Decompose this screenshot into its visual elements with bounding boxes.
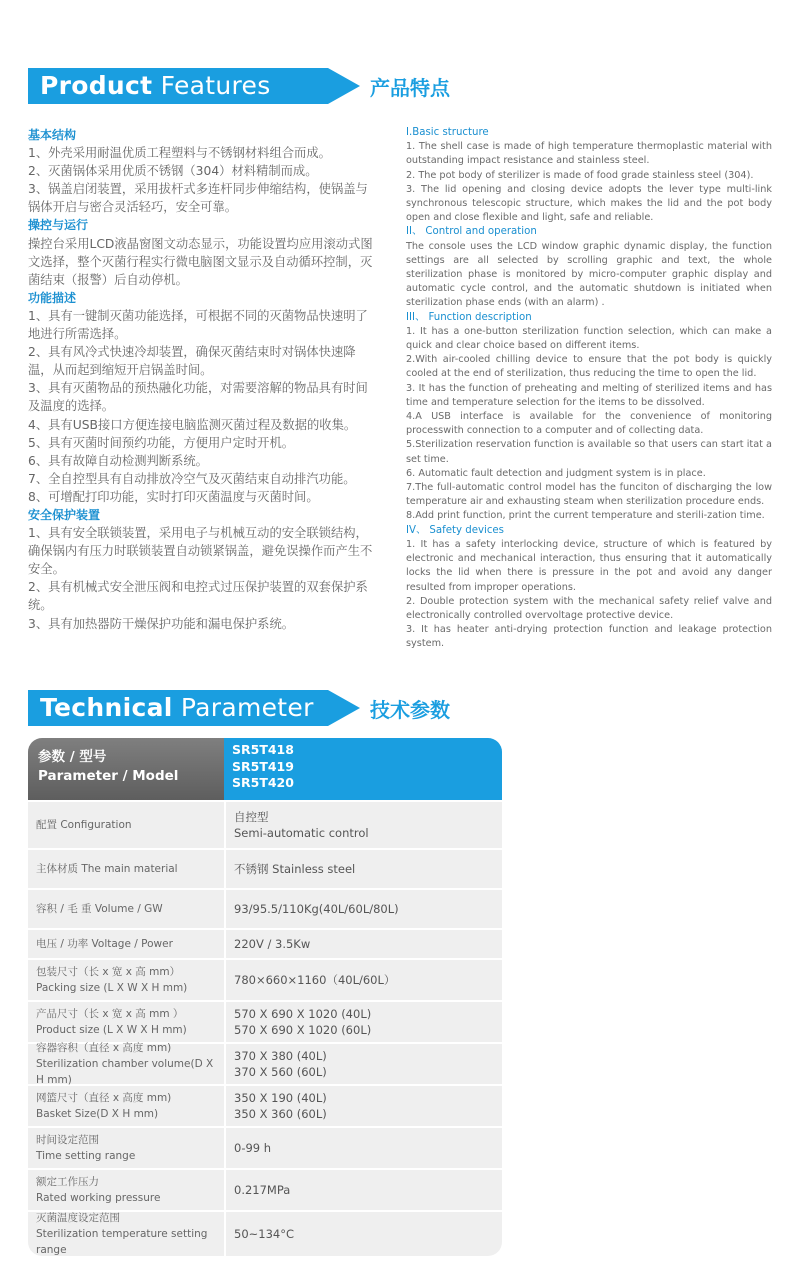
label-line: 配置 Configuration (36, 819, 132, 831)
paragraph: 3. It has the function of preheating and melting of sterilized items and has time and temperature selection for the items to be dissolved. (406, 382, 772, 408)
parameter-label (28, 1128, 224, 1168)
paragraph: 6. Automatic fault detection and judgment system is in place. (406, 467, 706, 479)
value-line: 780×660×1160（40L/60L） (234, 973, 396, 987)
value-line: 570 X 690 X 1020 (40L) (234, 1007, 372, 1021)
paragraph: 2. The pot body of sterilizer is made of food grade stainless steel (304). (406, 169, 754, 181)
value-line: 350 X 190 (40L) (234, 1091, 327, 1105)
paragraph: 2、具有机械式安全泄压阀和电控式过压保护装置的双套保护系统。 (28, 580, 368, 613)
paragraph: 7、全自控型具有自动排放冷空气及灭菌结束自动排汽功能。 (28, 471, 356, 486)
table-row (28, 888, 502, 928)
paragraph: 1、具有一键制灭菌功能选择，可根据不同的灭菌物品快速明了地进行所需选择。 (28, 308, 368, 342)
paragraph: 1. The shell case is made of high temperature thermoplastic material with outstanding impact resistance and stainless steel. (406, 141, 772, 167)
parameter-title-cn: 技术参数 (370, 698, 450, 722)
section-heading: II、 Control and operation (406, 226, 537, 238)
paragraph: 3、具有灭菌物品的预热融化功能，对需要溶解的物品具有时间及温度的选择。 (28, 381, 368, 414)
parameter-title-en: Technical Parameter (40, 693, 314, 722)
parameter-label (28, 1002, 224, 1042)
paragraph: 3. It has heater anti-drying protection function and leakage protection system. (406, 624, 772, 650)
label-line: Sterilization temperature setting range (36, 1228, 208, 1256)
paragraph: 2、具有风冷式快速冷却装置，确保灭菌结束时对锅体快速降温，从而起到缩短开启锅盖时间。 (28, 345, 356, 378)
paragraph: 1. It has a safety interlocking device, structure of which is featured by electronic and mechanical interaction, thus ensuring that it automatically locks the lid when there is pressure in the pot and avoid any danger resulted from improper operations. (406, 538, 772, 593)
header-label-en: Parameter / Model (38, 768, 179, 784)
parameter-label (28, 850, 224, 888)
value-line: 350 X 360 (60L) (234, 1107, 327, 1121)
section-heading: 操控与运行 (28, 218, 89, 233)
header-models (224, 738, 502, 800)
parameter-label (28, 802, 224, 848)
value-line: 220V / 3.5Kw (234, 937, 311, 951)
parameter-banner (28, 690, 450, 726)
features-banner (28, 68, 450, 104)
parameter-label (28, 930, 224, 958)
features-title-cn: 产品特点 (370, 76, 450, 100)
paragraph: 8、可增配打印功能，实时打印灭菌温度与灭菌时间。 (28, 489, 319, 504)
table-row (28, 1126, 502, 1168)
value-line: 0-99 h (234, 1141, 272, 1155)
parameter-label (28, 1212, 224, 1256)
paragraph: 5.Sterilization reservation function is available so that users can start itat a set time. (406, 439, 772, 465)
table-row (28, 1000, 502, 1042)
paragraph: 3、锅盖启闭装置，采用拔杆式多连杆同步伸缩结构，使锅盖与锅体开启与密合灵活轻巧，安全可靠。 (28, 182, 368, 215)
value-line: 0.217MPa (234, 1183, 291, 1197)
table-row (28, 1168, 502, 1210)
parameter-value (224, 1170, 502, 1210)
section-heading: 功能描述 (28, 290, 77, 305)
table-row (28, 1210, 502, 1256)
label-line: Rated working pressure (36, 1192, 161, 1204)
label-line: Time setting range (36, 1150, 136, 1162)
table-row (28, 928, 502, 958)
section-heading: 基本结构 (28, 128, 77, 142)
table-row (28, 848, 502, 888)
label-line: 容积 / 毛 重 Volume / GW (36, 903, 163, 915)
parameter-value (224, 802, 502, 848)
parameter-value (224, 960, 502, 1000)
label-line: Basket Size(D X H mm) (36, 1108, 159, 1120)
parameter-value (224, 1044, 502, 1084)
table-row (28, 800, 502, 848)
label-line: 包装尺寸（长 x 宽 x 高 mm） (36, 966, 181, 978)
value-line: Semi-automatic control (234, 826, 369, 840)
parameter-value (224, 1002, 502, 1042)
label-line: 主体材质 The main material (36, 863, 178, 875)
header-parameter-model (28, 738, 224, 800)
label-line: 时间设定范围 (36, 1134, 99, 1146)
model-name: SR5T419 (232, 758, 294, 774)
parameter-value (224, 890, 502, 928)
label-line: Sterilization chamber volume(D X H mm) (36, 1058, 214, 1086)
banner-arrow (328, 68, 360, 104)
table-row (28, 1084, 502, 1126)
parameter-label (28, 1044, 224, 1084)
label-line: 网篮尺寸（直径 x 高度 mm) (36, 1092, 172, 1104)
banner-arrow (328, 690, 360, 726)
paragraph: 3、具有加热器防干燥保护功能和漏电保护系统。 (28, 616, 295, 631)
table-row (28, 1042, 502, 1084)
value-line: 370 X 560 (60L) (234, 1065, 327, 1079)
paragraph: 3. The lid opening and closing device adopts the lever type multi-link synchronous telescopic structure, which makes the lid and the pot body open and close flexible and light, safe and reliable. (406, 183, 772, 224)
parameter-label (28, 890, 224, 928)
table-row (28, 958, 502, 1000)
paragraph: The console uses the LCD window graphic dynamic display, the function settings are all selected by scrolling graphic and text, the whole sterilization phase is monitored by micro-computer graphic display and automatic cycle control, and the automatic shutdown is initiated when sterilization phase ends (with an alarm) . (406, 240, 772, 309)
table-header (28, 738, 502, 800)
paragraph: 2.With air-cooled chilling device to ensure that the pot body is quickly cooled at the end of sterilization, thus reducing the time to open the lid. (406, 354, 772, 380)
label-line: 电压 / 功率 Voltage / Power (36, 938, 173, 950)
parameter-value (224, 850, 502, 888)
parameter-label (28, 960, 224, 1000)
paragraph: 7.The full-automatic control model has the funciton of discharging the low temperature air and exhausting steam when sterilization procedure ends. (406, 482, 772, 508)
paragraph: 操控台采用LCD液晶窗图文动态显示，功能设置均应用滚动式图文选择，整个灭菌行程实行微电脑图文显示及自动循环控制，灭菌结束（报警）后自动停机。 (28, 236, 373, 287)
header-label-cn: 参数 / 型号 (38, 749, 107, 765)
paragraph: 2、灭菌锅体采用优质不锈钢（304）材料精制而成。 (28, 164, 318, 179)
label-line: Packing size (L X W X H mm) (36, 982, 188, 994)
section-heading: 安全保护装置 (28, 507, 101, 522)
paragraph: 5、具有灭菌时间预约功能，方便用户定时开机。 (28, 435, 295, 450)
paragraph: 8.Add print function, print the current temperature and sterili-zation time. (406, 510, 765, 522)
label-line: Product size (L X W X H mm) (36, 1024, 187, 1036)
paragraph: 2. Double protection system with the mechanical safety relief valve and electronically controlled overvoltage protective device. (406, 595, 772, 621)
parameter-value (224, 1128, 502, 1168)
paragraph: 4.A USB interface is available for the convenience of monitoring processwith connection to a computer and of collecting data. (406, 411, 772, 437)
label-line: 产品尺寸（长 x 宽 x 高 mm ） (36, 1008, 184, 1020)
model-name: SR5T420 (232, 775, 294, 790)
paragraph: 1、外壳采用耐温优质工程塑料与不锈钢材料组合而成。 (28, 146, 331, 161)
features-english-column (406, 126, 772, 652)
value-line: 50~134°C (234, 1227, 294, 1241)
value-line: 自控型 (234, 810, 269, 824)
label-line: 容器容积（直径 x 高度 mm) (36, 1042, 172, 1054)
parameter-value (224, 930, 502, 958)
paragraph: 1、具有安全联锁装置，采用电子与机械互动的安全联锁结构，确保锅内有压力时联锁装置自动锁紧锅盖，避免误操作而产生不安全。 (28, 526, 373, 577)
features-chinese-column (28, 126, 380, 633)
value-line: 570 X 690 X 1020 (60L) (234, 1023, 372, 1037)
label-line: 额定工作压力 (36, 1176, 99, 1188)
value-line: 93/95.5/110Kg(40L/60L/80L) (234, 902, 399, 916)
parameter-label (28, 1086, 224, 1126)
section-heading: IV、 Safety devices (406, 524, 504, 536)
paragraph: 4、具有USB接口方便连接电脑监测灭菌过程及数据的收集。 (28, 417, 357, 432)
parameter-label (28, 1170, 224, 1210)
table-body (28, 800, 502, 1256)
value-line: 370 X 380 (40L) (234, 1049, 327, 1063)
model-name: SR5T418 (232, 742, 294, 757)
label-line: 灭菌温度设定范围 (36, 1212, 120, 1224)
paragraph: 6、具有故障自动检测判断系统。 (28, 453, 208, 468)
paragraph: 1. It has a one-button sterilization function selection, which can make a quick and clear choice based on different items. (406, 325, 772, 352)
section-heading: III、 Function description (406, 311, 532, 323)
value-line: 不锈钢 Stainless steel (234, 862, 356, 876)
parameter-value (224, 1212, 502, 1256)
section-heading: I.Basic structure (406, 127, 489, 138)
features-title-en: Product Features (40, 71, 271, 100)
parameter-table (28, 738, 502, 1256)
parameter-value (224, 1086, 502, 1126)
